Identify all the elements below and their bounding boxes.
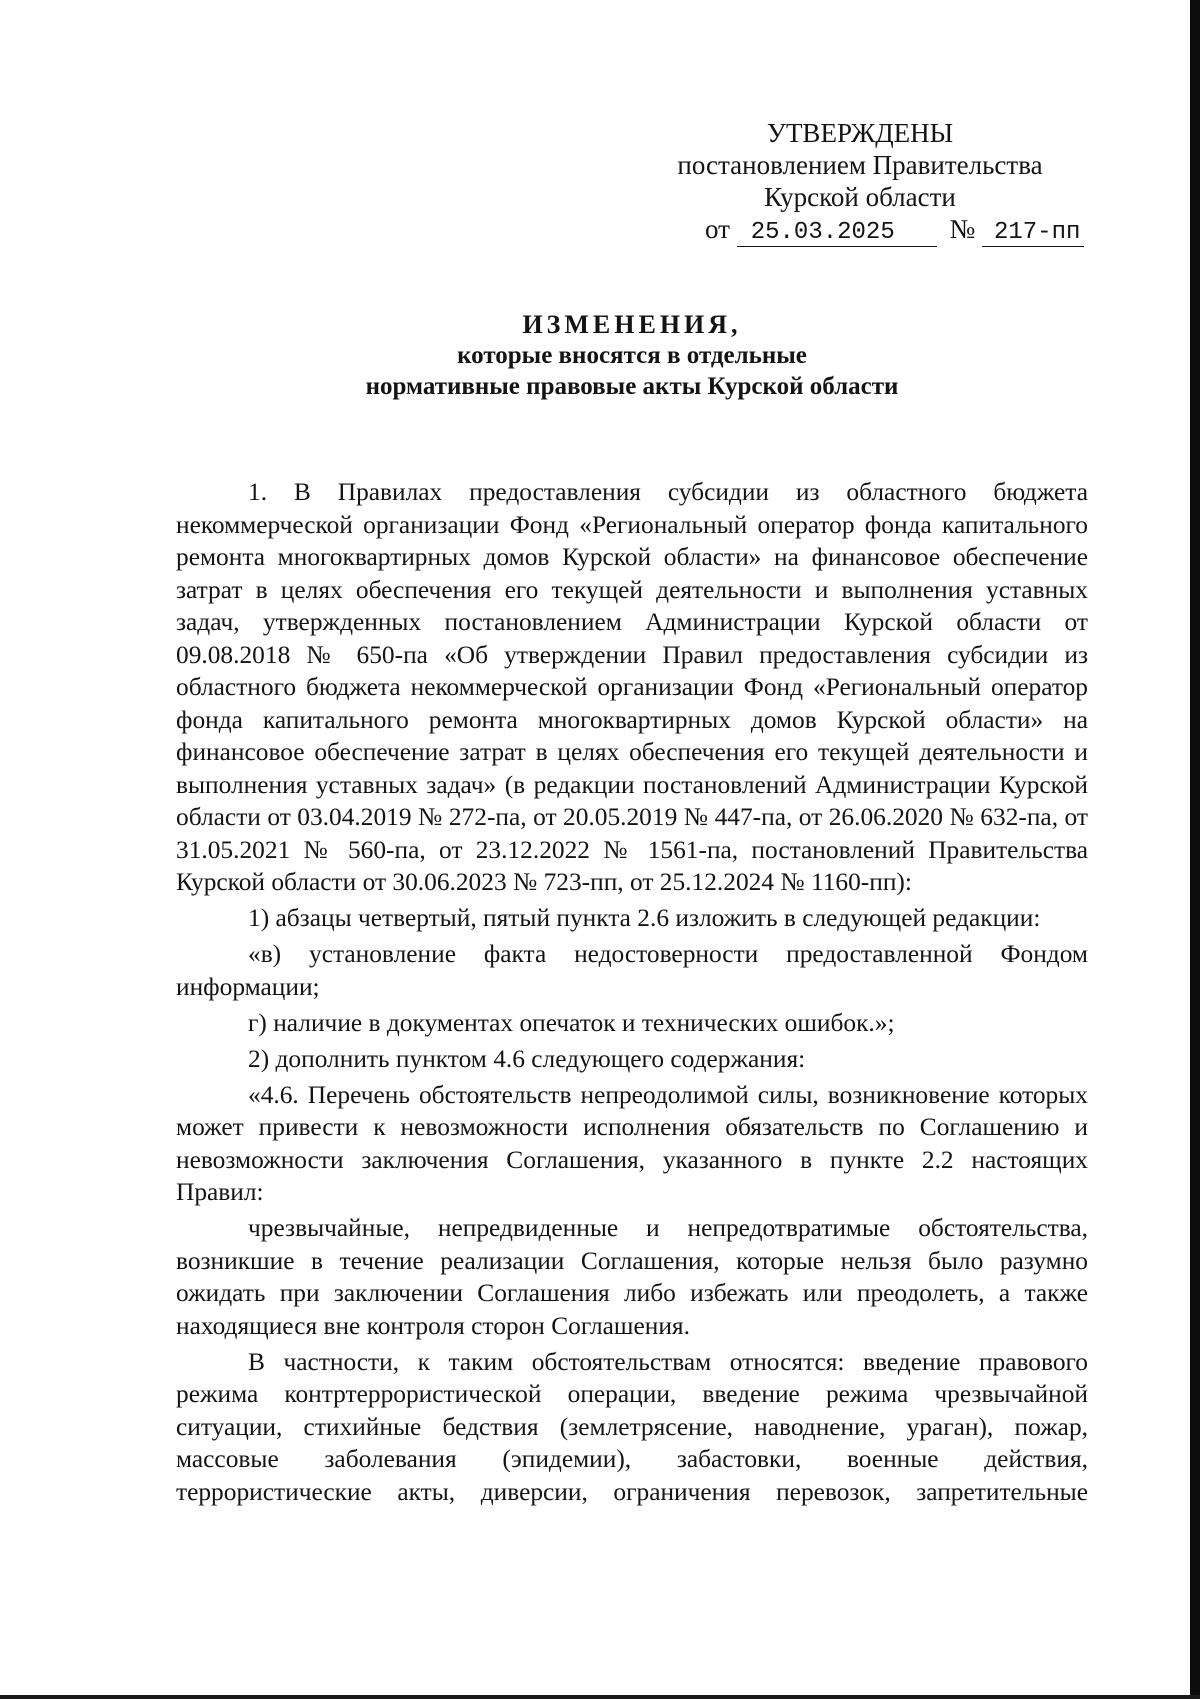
approval-line-1: постановлением Правительства	[677, 150, 1043, 180]
paragraph-2: 1) абзацы четвертый, пятый пункта 2.6 изложить в следующей редакции:	[248, 904, 1041, 932]
paragraph-8: В частности, к таким обстоятельствам относятся: введение правового режима контртеррористической операции, введение режима чрезвычайной ситуации, стихийные бедствия (землетрясение, наводнение, ураган), пожар, массовые заболевания (эпидемии), забастовки, военные действия, террористические акты, диверсии, ограничения перевозок, запретительные	[176, 1347, 1088, 1506]
approval-stamp	[640, 117, 1080, 247]
approval-line-2: Курской области	[764, 182, 956, 212]
scan-edge-bottom	[0, 1695, 1200, 1699]
title-line-2: которые вносятся в отдельные	[457, 342, 807, 369]
title-line-3: нормативные правовые акты Курской области	[365, 373, 899, 400]
paragraph-4: г) наличие в документах опечаток и технических ошибок.»;	[248, 1008, 895, 1037]
approval-number: 217-пп	[982, 220, 1084, 247]
approval-date: 25.03.2025	[737, 220, 937, 247]
number-prefix: №	[949, 214, 976, 244]
document-body	[176, 476, 1088, 1508]
paragraph-3: «в) установление факта недостоверности предоставленной Фондом информации;	[176, 940, 1088, 1001]
paragraph-1: 1. В Правилах предоставления субсидии из областного бюджета некоммерческой организации Фонд «Региональный оператор фонда капитального ремонта многоквартирных домов Курской области» на финансовое обеспечение затрат в целях обеспечения его текущей деятельности и выполнения уставных задач, утвержденных постановлением Администрации Курской области от 09.08.2018 № 650-па «Об утверждении Правил предоставления субсидии из областного бюджета некоммерческой организации Фонд «Региональный оператор фонда капитального ремонта многоквартирных домов Курской области» на финансовое обеспечение затрат в целях обеспечения его текущей деятельности и выполнения уставных задач» (в редакции постановлений Администрации Курской области от 03.04.2019 № 272-па, от 20.05.2019 № 447-па, от 26.06.2020 № 632-па, от 31.05.2021 № 560-па, от 23.12.2022 № 1561-па, постановлений Правительства Курской области от 30.06.2023 № 723-пп, от 25.12.2024 № 1160-пп):	[176, 478, 1088, 896]
title-line-1: ИЗМЕНЕНИЯ,	[522, 310, 742, 339]
paragraph-7: чрезвычайные, непредвиденные и непредотвратимые обстоятельства, возникшие в течение реализации Соглашения, которые нельзя было разумно ожидать при заключении Соглашения либо избежать или преодолеть, а также находящиеся вне контроля сторон Соглашения.	[176, 1214, 1088, 1340]
scan-edge-right	[1190, 0, 1200, 1699]
paragraph-5: 2) дополнить пунктом 4.6 следующего содержания:	[248, 1044, 806, 1073]
approval-heading: УТВЕРЖДЕНЫ	[766, 118, 954, 148]
document-title	[176, 309, 1088, 402]
date-prefix: от	[705, 214, 730, 244]
approval-date-line	[705, 213, 1080, 247]
paragraph-6: «4.6. Перечень обстоятельств непреодолимой силы, возникновение которых может привести к невозможности исполнения обязательств по Соглашению и невозможности заключения Соглашения, указанного в пункте 2.2 настоящих Правил:	[176, 1080, 1088, 1206]
